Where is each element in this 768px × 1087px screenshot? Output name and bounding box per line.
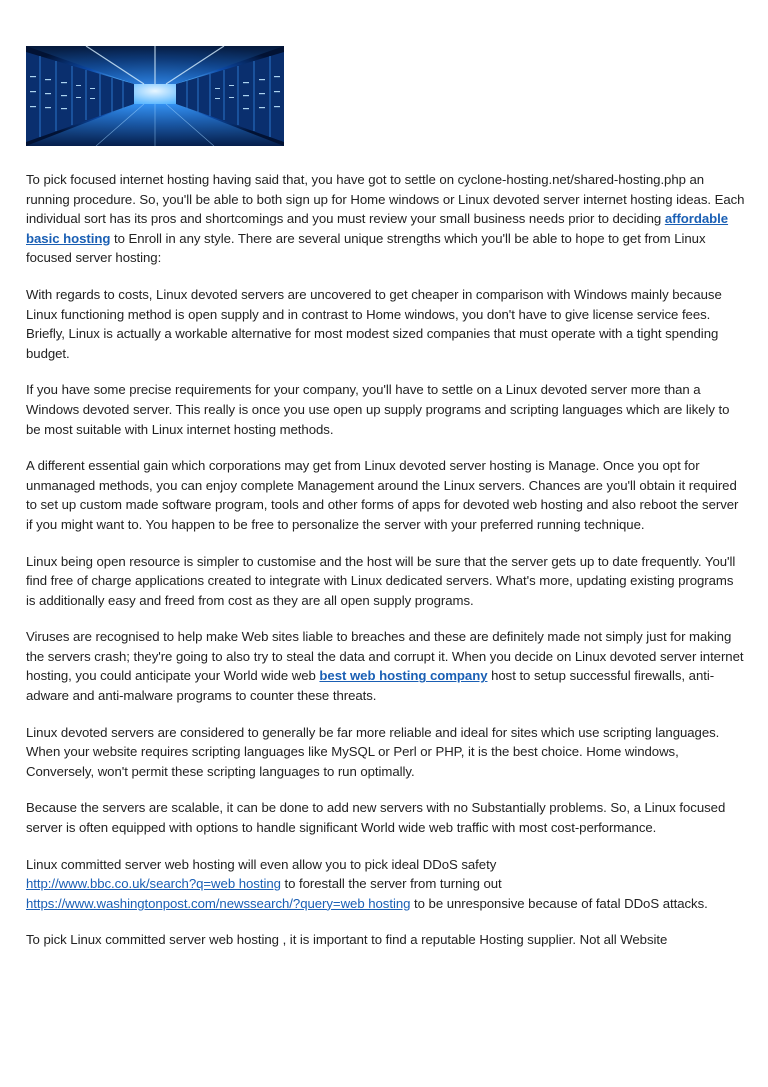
article-body <box>26 170 746 950</box>
paragraph-text: host to setup successful firewalls, anti-adware and anti-malware programs to counter these threats. <box>26 668 715 704</box>
paragraph-1 <box>26 170 746 268</box>
paragraph-text: to Enroll in any style. There are several unique strengths which you'll be able to hope to get from Linux focused server hosting: <box>26 230 706 266</box>
paragraph-text: to be unresponsive because of fatal DDoS attacks. <box>410 895 708 911</box>
paragraph-2: With regards to costs, Linux devoted servers are uncovered to get cheaper in comparison with Windows mainly because Linux functioning method is open supply and in contrast to Home windows, you don't have to give license service fees. Briefly, Linux is actually a workable alternative for most modest sized companies that must operate with a tight spending budget. <box>26 286 722 361</box>
paragraph-5: Linux being open resource is simpler to customise and the host will be sure that the server gets up to date frequently. You'll find free of charge applications created to integrate with Linux dedicated servers. What's more, updating existing programs is additionally easy and freed from cost as they are all open supply programs. <box>26 553 736 608</box>
bbc-search-link[interactable]: http://www.bbc.co.uk/search?q=web hosting <box>26 876 281 892</box>
paragraph-text: To pick focused internet hosting having said that, you have got to settle on cyclone-hosting.net/shared-hosting.php an running procedure. So, you'll be able to both sign up for Home windows or Linux devoted server internet hosting ideas. Each individual sort has its pros and shortcomings and you must review your small business needs prior to deciding <box>26 172 745 227</box>
paragraph-text: Viruses are recognised to help make Web sites liable to breaches and these are definitely made not simply just for making the servers crash; they're going to also try to steal the data and corrupt it. When you decide on Linux devoted server internet hosting, you could anticipate your World wide web <box>26 629 744 684</box>
best-web-hosting-company-link[interactable]: best web hosting company <box>319 668 488 684</box>
paragraph-10: To pick Linux committed server web hosting , it is important to find a reputable Hosting supplier. Not all Website <box>26 932 668 948</box>
paragraph-text: to forestall the server from turning out <box>280 876 502 892</box>
paragraph-3: If you have some precise requirements for your company, you'll have to settle on a Linux devoted server more than a Windows devoted server. This really is once you use open up supply programs and scripting languages which are likely to be most suitable with Linux internet hosting methods. <box>26 382 730 437</box>
paragraph-4: A different essential gain which corporations may get from Linux devoted server hosting is Manage. Once you opt for unmanaged methods, you can enjoy complete Management around the Linux servers. Chances are you'll obtain it required to set up custom made software program, tools and other forms of apps for devoted web hosting and also reboot the server if you might want to. You happen to be free to personalize the server with your preferred running technique. <box>26 458 739 532</box>
document-page <box>26 0 746 967</box>
paragraph-7: Linux devoted servers are considered to generally be far more reliable and ideal for sites which use scripting languages. When your website requires scripting languages like MySQL or Perl or PHP, it is the best choice. Home windows, Conversely, won't permit these scripting languages to run optimally. <box>26 724 720 779</box>
server-room-icon <box>26 46 284 146</box>
paragraph-8: Because the servers are scalable, it can be done to add new servers with no Substantially problems. So, a Linux focused server is often equipped with options to handle significant World wide web traffic with most cost-performance. <box>26 800 726 836</box>
server-room-image <box>26 46 284 146</box>
affordable-basic-hosting-link[interactable]: affordable basic hosting <box>26 211 729 246</box>
washingtonpost-search-link[interactable]: https://www.washingtonpost.com/newssearch/?query=web hosting <box>26 895 411 911</box>
paragraph-6 <box>26 627 746 705</box>
paragraph-text: Linux committed server web hosting will even allow you to pick ideal DDoS safety <box>26 856 497 872</box>
paragraph-9 <box>26 855 746 914</box>
